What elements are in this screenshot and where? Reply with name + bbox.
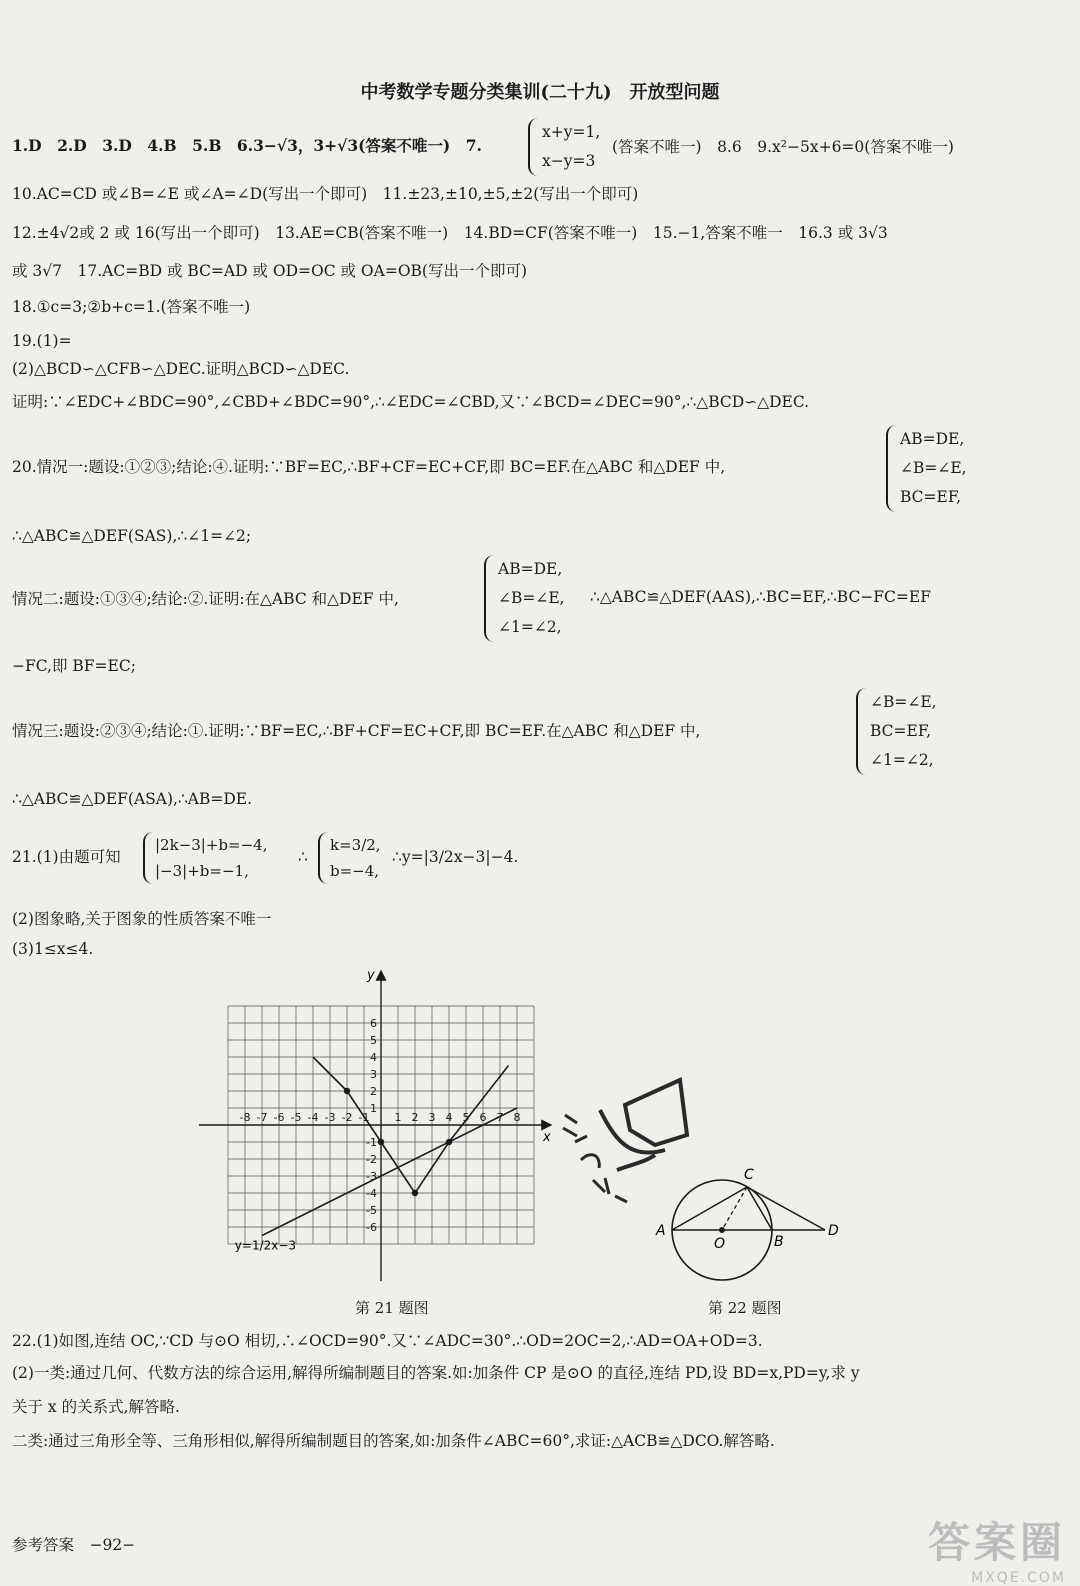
figure-22-diagram bbox=[650, 1160, 850, 1285]
system-row: ∠B=∠E, bbox=[498, 589, 565, 607]
system-row: AB=DE, bbox=[498, 560, 563, 578]
y-tick-label: 6 bbox=[370, 1017, 377, 1030]
system-row: b=−4, bbox=[330, 862, 380, 880]
figure-21-graph bbox=[195, 965, 555, 1285]
data-point bbox=[344, 1088, 350, 1094]
equation-system-21b bbox=[318, 832, 381, 884]
equation-system-7 bbox=[528, 118, 600, 176]
answer-line-20: 关于 x 的关系式,解答略. bbox=[12, 1398, 180, 1416]
system-row: AB=DE, bbox=[900, 430, 965, 448]
y-tick-label: 5 bbox=[370, 1034, 377, 1047]
answer-line-16: (2)图象略,关于图象的性质答案不唯一 bbox=[12, 910, 272, 928]
system-row: k=3/2, bbox=[330, 836, 381, 854]
y-tick-label: -4 bbox=[366, 1187, 377, 1200]
x-tick-label: -6 bbox=[273, 1111, 285, 1124]
label-a: A bbox=[656, 1223, 666, 1239]
label-o: O bbox=[714, 1236, 726, 1252]
series-line-0 bbox=[262, 1108, 517, 1236]
x-tick-label: 3 bbox=[428, 1111, 436, 1124]
answer-line-15a: 21.(1)由题可知 bbox=[12, 848, 121, 866]
answer-line-10: ∴△ABC≌△DEF(SAS),∴∠1=∠2; bbox=[12, 527, 252, 545]
answer-line-11b: ∴△ABC≌△DEF(AAS),∴BC=EF,∴BC−FC=EF bbox=[590, 588, 931, 606]
system-row: x−y=3 bbox=[542, 152, 596, 170]
watermark-logo bbox=[928, 1510, 1066, 1586]
x-tick-label: 8 bbox=[513, 1111, 521, 1124]
x-axis-label: x bbox=[543, 1130, 551, 1145]
answer-line-7: (2)△BCD∽△CFB∽△DEC.证明△BCD∽△DEC. bbox=[12, 360, 350, 378]
y-tick-label: 4 bbox=[370, 1051, 377, 1064]
y-tick-label: -1 bbox=[366, 1136, 377, 1149]
figure-21-caption: 第 21 题图 bbox=[355, 1299, 429, 1317]
answer-line-6: 19.(1)= bbox=[12, 332, 72, 350]
x-tick-label: -8 bbox=[239, 1111, 251, 1124]
equation-system-21a bbox=[143, 832, 267, 884]
answer-line-15c: ∴y=|3/2x−3|−4. bbox=[392, 848, 519, 866]
answer-line-21: 二类:通过三角形全等、三角形相似,解得所编制题目的答案,如:加条件∠ABC=60°,求证:△ACB≌△DCO.解答略. bbox=[12, 1432, 775, 1450]
y-tick-label: 2 bbox=[370, 1085, 377, 1098]
system-row: BC=EF, bbox=[900, 488, 962, 506]
y-tick-label: 3 bbox=[370, 1068, 377, 1081]
x-tick-label: -1 bbox=[358, 1111, 370, 1124]
system-row: ∠B=∠E, bbox=[870, 693, 937, 711]
y-tick-label: -2 bbox=[366, 1153, 377, 1166]
answer-line-2: 10.AC=CD 或∠B=∠E 或∠A=∠D(写出一个即可) 11.±23,±10,±5,±2(写出一个即可) bbox=[12, 185, 639, 203]
label-d: D bbox=[828, 1223, 839, 1239]
x-tick-label: -7 bbox=[256, 1111, 268, 1124]
answer-line-4: 或 3√7 17.AC=BD 或 BC=AD 或 OD=OC 或 OA=OB(写出一个即可) bbox=[12, 262, 528, 280]
system-row: ∠1=∠2, bbox=[498, 618, 562, 636]
line-label: y=1/2x−3 bbox=[234, 1238, 297, 1253]
x-tick-label: -4 bbox=[307, 1111, 319, 1124]
label-c: C bbox=[744, 1167, 754, 1183]
figure-22-caption: 第 22 题图 bbox=[708, 1299, 782, 1317]
equation-system-20a bbox=[886, 425, 967, 512]
data-point bbox=[412, 1190, 418, 1196]
answer-line-8: 证明:∵∠EDC+∠BDC=90°,∠CBD+∠BDC=90°,∴∠EDC=∠CBD,又∵∠BCD=∠DEC=90°,∴△BCD∽△DEC. bbox=[12, 393, 810, 411]
answer-line-1b: (答案不唯一) 8.6 9.x²−5x+6=0(答案不唯一) bbox=[612, 138, 954, 156]
x-tick-label: -3 bbox=[324, 1111, 336, 1124]
x-tick-label: 4 bbox=[445, 1111, 453, 1124]
system-row: x+y=1, bbox=[542, 123, 601, 141]
system-row: ∠1=∠2, bbox=[870, 751, 934, 769]
watermark-big: 答案圈 bbox=[927, 1518, 1066, 1567]
answer-line-17: (3)1≤x≤4. bbox=[12, 940, 94, 958]
answer-line-9: 20.情况一:题设:①②③;结论:④.证明:∵BF=EC,∴BF+CF=EC+CF,即 BC=EF.在△ABC 和△DEF 中, bbox=[12, 458, 726, 476]
answer-line-15b: ∴ bbox=[298, 848, 308, 866]
answer-line-11: 情况二:题设:①③④;结论:②.证明:在△ABC 和△DEF 中, bbox=[12, 590, 399, 608]
center-o-dot bbox=[719, 1227, 725, 1233]
y-tick-label: -3 bbox=[366, 1170, 377, 1183]
y-axis-label: y bbox=[367, 968, 375, 983]
x-tick-label: -5 bbox=[290, 1111, 302, 1124]
system-row: |2k−3|+b=−4, bbox=[155, 836, 268, 854]
answer-line-3: 12.±4√2或 2 或 16(写出一个即可) 13.AE=CB(答案不唯一) 14.BD=CF(答案不唯一) 15.−1,答案不唯一 16.3 或 3√3 bbox=[12, 224, 888, 242]
label-b: B bbox=[774, 1234, 784, 1250]
answer-line-14: ∴△ABC≌△DEF(ASA),∴AB=DE. bbox=[12, 790, 253, 808]
x-tick-label: 5 bbox=[462, 1111, 470, 1124]
y-tick-label: 1 bbox=[370, 1102, 377, 1115]
watermark-small: MXQE.COM bbox=[971, 1570, 1066, 1586]
x-tick-label: -2 bbox=[341, 1111, 353, 1124]
equation-system-20c bbox=[856, 688, 937, 775]
answer-line-19: (2)一类:通过几何、代数方法的综合运用,解得所编制题目的答案.如:加条件 CP 是⊙O 的直径,连结 PD,设 BD=x,PD=y,求 y bbox=[12, 1364, 860, 1382]
line-ac bbox=[672, 1187, 747, 1230]
system-row: BC=EF, bbox=[870, 722, 932, 740]
system-row: |−3|+b=−1, bbox=[155, 862, 249, 880]
y-tick-label: -6 bbox=[366, 1221, 377, 1234]
answer-line-5: 18.①c=3;②b+c=1.(答案不唯一) bbox=[12, 298, 251, 316]
equation-system-20b bbox=[484, 555, 565, 642]
x-tick-label: 6 bbox=[479, 1111, 487, 1124]
answer-line-1a: 1.D 2.D 3.D 4.B 5.B 6.3−√3，3+√3(答案不唯一) 7. bbox=[12, 136, 482, 155]
system-row: ∠B=∠E, bbox=[900, 459, 967, 477]
page-title: 中考数学专题分类集训(二十九) 开放型问题 bbox=[360, 82, 720, 103]
x-tick-label: 1 bbox=[394, 1111, 402, 1124]
x-tick-label: 7 bbox=[496, 1111, 504, 1124]
data-point bbox=[378, 1139, 384, 1145]
y-tick-label: -5 bbox=[366, 1204, 377, 1217]
x-tick-label: 2 bbox=[411, 1111, 419, 1124]
answer-line-12: −FC,即 BF=EC; bbox=[12, 657, 136, 675]
answer-line-18: 22.(1)如图,连结 OC,∵CD 与⊙O 相切,∴∠OCD=90°.又∵∠ADC=30°.∴OD=2OC=2,∴AD=OA+OD=3. bbox=[12, 1332, 763, 1350]
answer-line-13: 情况三:题设:②③④;结论:①.证明:∵BF=EC,∴BF+CF=EC+CF,即 BC=EF.在△ABC 和△DEF 中, bbox=[12, 722, 701, 740]
page-footer: 参考答案 −92− bbox=[12, 1536, 136, 1554]
data-point bbox=[446, 1139, 452, 1145]
